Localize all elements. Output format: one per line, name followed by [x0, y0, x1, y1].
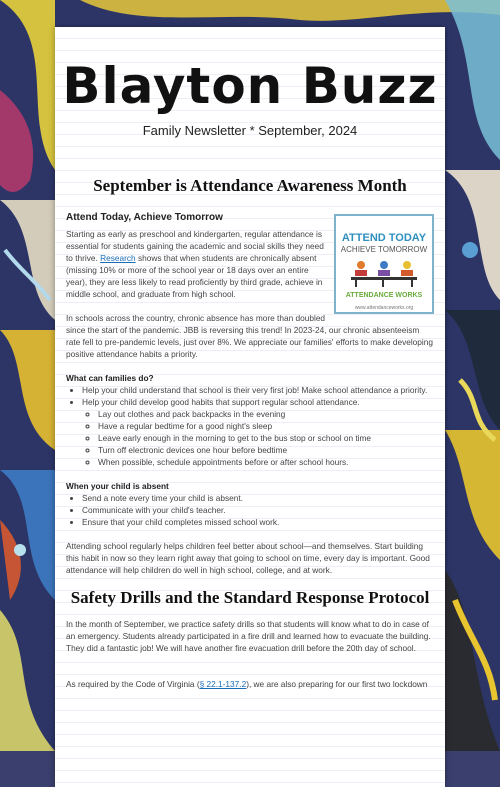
- list-item: • Communicate with your child's teacher.: [82, 504, 434, 516]
- code-of-virginia-link[interactable]: § 22.1-137.2: [199, 679, 247, 689]
- list-item: ◦ Turn off electronic devices one hour before bedtime: [98, 444, 434, 456]
- students-at-desks-icon: [349, 258, 419, 288]
- attendance-section: [55, 212, 445, 576]
- safety-paragraph-2: As required by the Code of Virginia (§ 22.1-137.2), we are also preparing for our first two lockdown: [66, 679, 428, 689]
- logo-url: www.attendanceworks.org: [354, 305, 414, 311]
- list-item: • Send a note every time your child is absent.: [82, 492, 434, 504]
- masthead: [55, 27, 445, 138]
- families-list: [66, 384, 434, 468]
- habits-list: [82, 408, 434, 468]
- absent-list: [66, 492, 434, 528]
- list-item: • Help your child develop good habits that support regular school attendance. ◦ Lay out clothes and pack backpacks in the evening ◦ Have a regular bedtime for a good night's sleep ◦ Leave early enough in the morning to get to the bus stop or school on time ◦ Turn off electronic devices one hour before bedtime ◦ When possible, schedule appointments before or after school hours.: [82, 396, 434, 468]
- list-item: ◦ When possible, schedule appointments before or after school hours.: [98, 456, 434, 468]
- attendance-paragraph-3: Attending school regularly helps children feel better about school—and themselves. Start building this habit in now so they learn right away that going to school on time, every day is important. Good attendance will help children do well in high school, college, and at work.: [66, 541, 430, 575]
- safety-section-heading: Safety Drills and the Standard Response Protocol: [70, 588, 430, 607]
- absent-heading: When your child is absent: [66, 481, 169, 491]
- attendance-works-logo: [334, 214, 434, 314]
- list-item: • Ensure that your child completes missed school work.: [82, 516, 434, 528]
- list-item: ◦ Have a regular bedtime for a good night's sleep: [98, 420, 434, 432]
- attendance-subheading: Attend Today, Achieve Tomorrow: [66, 212, 223, 223]
- safety-section: [55, 618, 445, 690]
- attendance-paragraph-2: In schools across the country, chronic absence has more than doubled since the start of the pandemic. JBB is reversing this trend! In 2023-24, our chronic absenteeism rate fell to pre-pandemic levels, just over 8%. We appreciate our families' efforts to make developing positive attendance habits a priority.: [66, 313, 433, 359]
- safety-paragraph-1: In the month of September, we practice safety drills so that students will know what to do in case of an emergency. Students already participated in a fire drill and learned how to evacuate the building. They did a fantastic job! We will have another fire evacuation drill before the 20th day of school.: [66, 619, 431, 653]
- logo-brand: ATTENDANCE WORKS: [345, 292, 423, 299]
- logo-line1: ATTEND TODAY: [341, 232, 427, 244]
- list-item: ◦ Lay out clothes and pack backpacks in the evening: [98, 408, 434, 420]
- attendance-paragraph-1: Starting as early as preschool and kindergarten, regular attendance is essential for students gaining the academic and social skills they need to thrive. Research shows that when students are chronically absent (missing 10% or more of the school year or 18 days over an entire year), they are less likely to read proficiently by third grade, achieve in middle school, and graduate from high school.: [66, 229, 324, 299]
- list-item: • Help your child understand that school is their very first job! Make school attendance a priority.: [82, 384, 434, 396]
- families-heading: What can families do?: [66, 373, 154, 383]
- attendance-section-heading: September is Attendance Awareness Month: [93, 176, 407, 195]
- list-item: ◦ Leave early enough in the morning to get to the bus stop or school on time: [98, 432, 434, 444]
- newsletter-subtitle: Family Newsletter * September, 2024: [142, 123, 358, 138]
- logo-line2: ACHIEVE TOMORROW: [340, 245, 428, 254]
- newsletter-title: Blayton Buzz: [62, 57, 438, 115]
- research-link[interactable]: Research: [100, 253, 136, 263]
- newsletter-card: [55, 27, 445, 787]
